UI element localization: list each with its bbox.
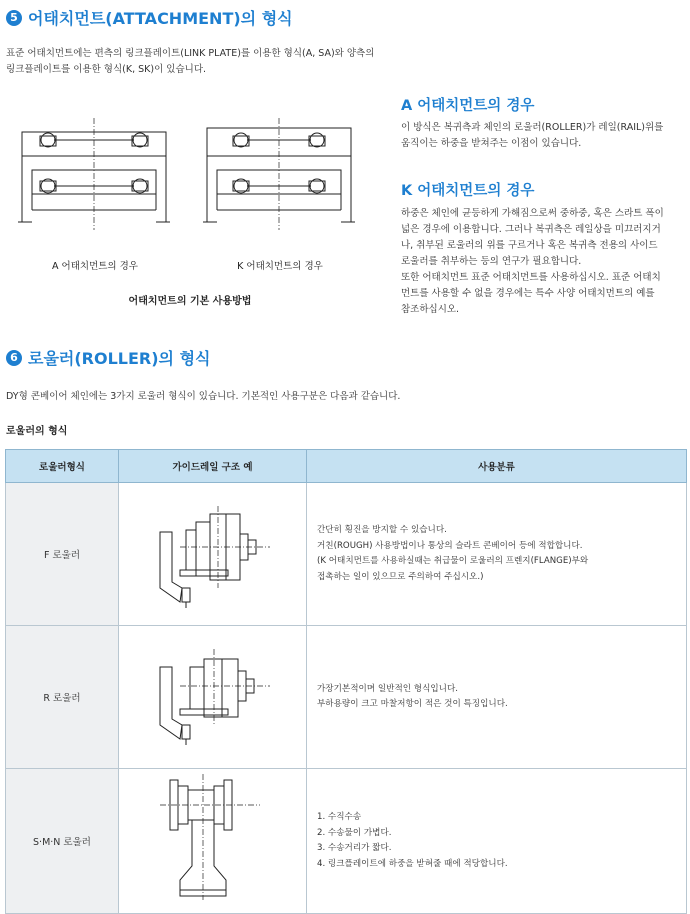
section5-number-badge: 5 <box>6 10 22 26</box>
k-attachment-diagram <box>203 118 355 230</box>
k-case-line: 하중은 체인에 균등하게 가해짐으로써 중하중, 혹은 스라트 폭이 <box>401 208 664 219</box>
usage-line: 1. 수직수송 <box>317 812 362 822</box>
table-row <box>6 769 687 914</box>
roller-table-wrapper <box>5 449 687 914</box>
table-row <box>6 483 687 626</box>
section5-title: 어태치먼트(ATTACHMENT)의 형식 <box>28 9 293 28</box>
usage-line: 접촉하는 일이 있으므로 주의하여 주십시오.) <box>317 571 484 582</box>
header-guide-rail: 가이드레일 구조 예 <box>119 450 307 483</box>
roller-name-f: F 로울러 <box>6 483 119 626</box>
k-attachment-caption: K 어태치먼트의 경우 <box>237 261 323 272</box>
roller-name-r: R 로울러 <box>6 626 119 769</box>
k-case-line: 먼트를 사용할 수 없을 경우에는 특수 사양 어태치먼트의 예를 <box>401 288 655 299</box>
section5-heading <box>6 6 293 29</box>
section6-heading <box>6 346 211 369</box>
section5-intro-line1: 표준 어태치먼트에는 편측의 링크플레이트(LINK PLATE)를 이용한 형식(A, SA)와 양측의 <box>6 48 375 59</box>
usage-line: 2. 수송물이 가볍다. <box>317 827 392 838</box>
section6-intro: DY형 콘베이어 체인에는 3가지 로울러 형식이 있습니다. 기본적인 사용구분은 다음과 같습니다. <box>6 391 401 402</box>
k-case-line: 참조하십시오. <box>401 304 460 315</box>
smn-roller-diagram <box>120 770 306 912</box>
roller-table <box>5 449 687 914</box>
k-case-line: 나, 취부된 로울러의 위를 구르거나 혹은 복귀측 전용의 사이드 <box>401 240 658 251</box>
table-header-row <box>6 450 687 483</box>
k-case-line: 넓은 경우에 이용합니다. 그러나 복귀측은 레일상을 미끄러지거 <box>401 224 661 235</box>
section6-number-badge: 6 <box>6 350 22 366</box>
a-case-title: A 어태치먼트의 경우 <box>401 98 535 114</box>
k-case-line: 또한 어태치먼트 표준 어태치먼트를 사용하십시오. 표준 어태치 <box>401 272 661 283</box>
k-case-text <box>401 206 687 318</box>
a-case-text <box>401 120 687 152</box>
header-usage: 사용분류 <box>307 450 687 483</box>
a-attachment-caption: A 어태치먼트의 경우 <box>52 261 138 272</box>
guide-rail-cell-r <box>119 626 307 769</box>
usage-line: 가장기본적이며 일반적인 형식입니다. <box>317 683 459 694</box>
roller-types-subheading: 로울러의 형식 <box>6 426 68 437</box>
k-case-line: 로울러를 취부하는 등의 연구가 필요합니다. <box>401 256 582 267</box>
usage-cell-smn <box>307 769 687 914</box>
roller-name-smn: S·M·N 로울러 <box>6 769 119 914</box>
a-case-line: 움직이는 하중을 받쳐주는 이점이 있습니다. <box>401 138 582 149</box>
usage-line: 부하용량이 크고 마찰저항이 적은 것이 특징입니다. <box>317 699 508 709</box>
section5-intro-line2: 링크플레이트를 이용한 형식(K, SK)이 있습니다. <box>6 64 207 75</box>
table-row <box>6 626 687 769</box>
r-roller-diagram <box>120 627 306 767</box>
guide-rail-cell-smn <box>119 769 307 914</box>
attachment-figure-caption: 어태치먼트의 기본 사용방법 <box>128 296 252 307</box>
section6-title: 로울러(ROLLER)의 형식 <box>28 349 211 368</box>
header-roller-type: 로울러형식 <box>6 450 119 483</box>
usage-cell-f <box>307 483 687 626</box>
usage-line: 3. 수송거리가 짧다. <box>317 843 392 853</box>
usage-line: 거친(ROUGH) 사용방법이나 통상의 슬라트 콘베이어 등에 적합합니다. <box>317 540 583 551</box>
k-case-title: K 어태치먼트의 경우 <box>401 183 535 199</box>
usage-line: (K 어태치먼트를 사용하실때는 취급물이 로울러의 프렌지(FLANGE)부와 <box>317 556 589 566</box>
section5-intro <box>6 46 426 78</box>
a-case-line: 이 방식은 복귀측과 체인의 로울러(ROLLER)가 레일(RAIL)위를 <box>401 122 664 133</box>
usage-line: 4. 링크플레이트에 하중을 받혀줄 때에 적당합니다. <box>317 858 508 869</box>
usage-cell-r <box>307 626 687 769</box>
a-attachment-diagram <box>18 118 170 230</box>
f-roller-diagram <box>120 484 306 624</box>
guide-rail-cell-f <box>119 483 307 626</box>
usage-line: 간단히 횡진을 방지할 수 있습니다. <box>317 525 447 535</box>
